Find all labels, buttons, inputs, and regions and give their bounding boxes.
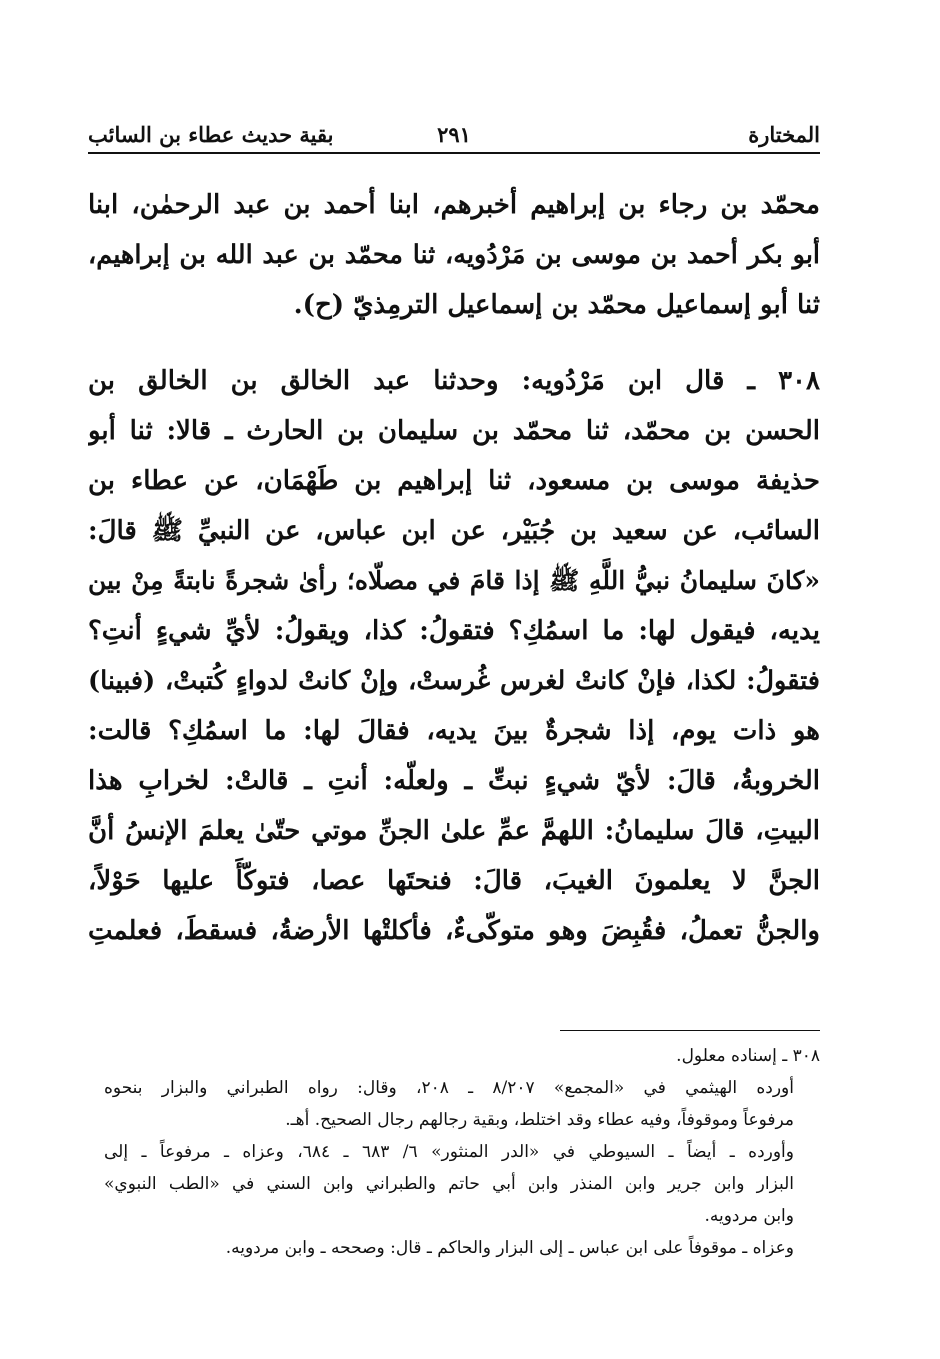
book-title: المختارة	[748, 122, 820, 147]
paragraph-gap	[88, 330, 820, 356]
text-line: محمّد بن رجاء بن إبراهيم أخبرهم، ابنا أحمد بن عبد الرحمٰن، ابنا	[88, 190, 820, 220]
running-header	[88, 118, 820, 154]
footnote-line: ٣٠٨ ـ إسناده معلول.	[676, 1046, 820, 1066]
hadith-number-line: ٣٠٨ ـ قال ابن مَرْدُويه: وحدثنا عبد الخالق بن الخالق بن	[88, 366, 820, 396]
text-line: أبو بكر أحمد بن موسى بن مَرْدُويه، ثنا محمّد بن عبد الله بن إبراهيم،	[88, 240, 820, 270]
footnote-line: وابن مردويه.	[704, 1206, 794, 1226]
page-number: ٢٩١	[437, 122, 471, 147]
text-line: الحسن بن محمّد، ثنا محمّد بن سليمان بن الحارث ـ قالا: ثنا أبو	[88, 416, 820, 446]
text-line: «كانَ سليمانُ نبيُّ اللَّهِ ﷺ إذا قامَ في مصلّاه؛ رأىٰ شجرةً نابتةً مِنْ بين	[88, 566, 820, 595]
footnote-divider	[560, 1030, 820, 1031]
text-line: فتقولُ: لكذا، فإنْ كانتْ لغرس غُرستْ، وإنْ كانتْ لدواءٍ كُتبتْ، (فبينا)	[88, 666, 820, 696]
footnote-line: البزار وابن جرير وابن المنذر وابن أبي حاتم والطبراني وابن السني في «الطب النبوي»	[104, 1174, 794, 1194]
text-line: يديه، فيقول لها: ما اسمُكِ؟ فتقولُ: كذا، ويقولُ: لأيِّ شيءٍ أنتِ؟	[88, 616, 820, 646]
text-line: السائب، عن سعيد بن جُبَيْر، عن ابن عباس، عن النبيِّ ﷺ قالَ:	[88, 516, 820, 546]
footnotes	[104, 1040, 820, 1264]
footnote-line: أورده الهيثمي في «المجمع» ٨/٢٠٧ ـ ٢٠٨، وقال: رواه الطبراني والبزار بنحوه	[104, 1078, 794, 1098]
footnote-line: مرفوعاً وموقوفاً، وفيه عطاء وقد اختلط، وبقية رجالهم رجال الصحيح. أهـ.	[285, 1110, 794, 1130]
text-line: هو ذات يوم، إذا شجرةٌ بينَ يديه، فقالَ لها: ما اسمُكِ؟ قالت:	[88, 716, 820, 746]
text-line: ثنا أبو إسماعيل محمّد بن إسماعيل الترمِذيّ (ح).	[293, 290, 820, 320]
main-text	[88, 180, 820, 956]
footnote-line: وعزاه ـ موقوفاً على ابن عباس ـ إلى البزار والحاكم ـ قال: وصححه ـ وابن مردويه.	[225, 1238, 794, 1258]
text-line: البيتِ، قالَ سليمانُ: اللهمَّ عمِّ علىٰ الجنِّ موتي حتّىٰ يعلمَ الإنسُ أنَّ	[88, 816, 820, 846]
header-divider	[88, 152, 820, 154]
footnote-line: وأورده ـ أيضاً ـ السيوطي في «الدر المنثور» ٦/ ٦٨٣ ـ ٦٨٤، وعزاه ـ مرفوعاً ـ إلى	[104, 1142, 794, 1162]
text-line: حذيفة موسى بن مسعود، ثنا إبراهيم بن طَهْمَان، عن عطاء بن	[88, 466, 820, 496]
text-line: الخروبةُ، قالَ: لأيّ شيءٍ نبتِّ ـ ولعلّه: أنتِ ـ قالتْ: لخرابِ هذا	[88, 766, 820, 796]
text-line: والجنُّ تعملُ، فقُبِضَ وهو متوكّىءٌ، فأكلتْها الأرضةُ، فسقطَ، فعلمتِ	[88, 916, 820, 946]
text-line: الجنَّ لا يعلمونَ الغيبَ، قالَ: فنحتَها عصا، فتوكّأَ عليها حَوْلاً،	[88, 866, 820, 896]
section-title: بقية حديث عطاء بن السائب	[88, 122, 334, 147]
